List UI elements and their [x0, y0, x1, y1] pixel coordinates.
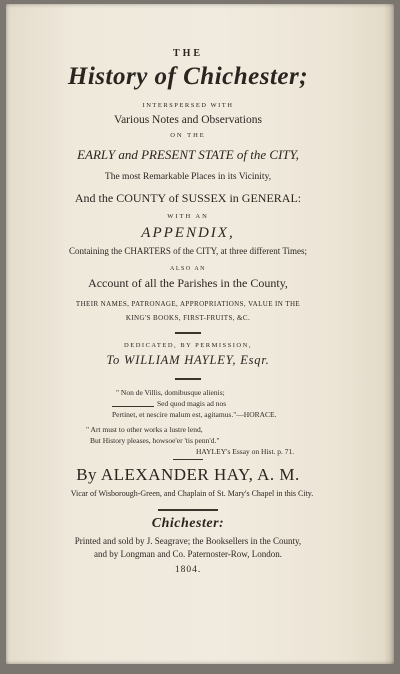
page-edge-shadow: [384, 4, 394, 664]
with-an-label: WITH AN: [167, 213, 209, 220]
rule-2: [175, 378, 201, 380]
quote-1-line-1: " Non de Villis, domibusque alienis;: [116, 388, 225, 397]
dedication-label: DEDICATED, BY PERMISSION,: [124, 342, 252, 349]
notes-line: Various Notes and Observations: [114, 114, 262, 126]
book-title: History of Chichester;: [67, 63, 309, 90]
title-page: [6, 4, 394, 664]
charters-line: Containing the CHARTERS of the CITY, at three different Times;: [68, 246, 308, 256]
dedication-name: To WILLIAM HAYLEY, Esqr.: [106, 353, 270, 367]
quote-2-line-2: But History pleases, howsoe'er 'tis penn'd.": [90, 436, 220, 445]
rule-1: [175, 332, 201, 334]
author-name: By ALEXANDER HAY, A. M.: [76, 465, 300, 484]
state-line: EARLY and PRESENT STATE of the CITY,: [77, 147, 299, 162]
also-an-label: ALSO AN: [169, 266, 206, 272]
quote-1-line-3: Pertinet, et nescire malum est, agitamus."—HORACE.: [112, 410, 277, 419]
vicinity-line: The most Remarkable Places in its Vicinity,: [104, 172, 272, 182]
quote-2-line-1: " Art must to other works a lustre lend,: [86, 425, 203, 434]
the-label: THE: [172, 48, 204, 59]
imprint-line-2: and by Longman and Co. Paternoster-Row, London.: [94, 549, 282, 559]
names-line-2: KING'S BOOKS, FIRST-FRUITS, &C.: [125, 314, 251, 322]
imprint-place: Chichester:: [151, 516, 225, 531]
author-role: Vicar of Wisborough-Green, and Chaplain of St. Mary's Chapel in this City.: [70, 489, 314, 498]
interspersed-label: INTERSPERSED WITH: [142, 102, 234, 109]
rule-3: [173, 459, 203, 460]
imprint-line-1: Printed and sold by J. Seagrave; the Booksellers in the County,: [74, 536, 302, 546]
county-line: And the COUNTY of SUSSEX in GENERAL:: [74, 191, 302, 205]
quote-2-attribution: HAYLEY's Essay on Hist. p. 71.: [196, 447, 295, 456]
account-line: Account of all the Parishes in the County,: [88, 276, 288, 290]
on-the-label: ON THE: [170, 132, 206, 139]
rule-4: [158, 509, 218, 511]
imprint-year: 1804.: [174, 565, 202, 575]
names-line-1: THEIR NAMES, PATRONAGE, APPROPRIATIONS, VALUE IN THE: [75, 300, 301, 308]
quote-dash: [112, 406, 154, 407]
quote-1-line-2: Sed quod magis ad nos: [157, 399, 227, 408]
appendix-heading: APPENDIX,: [141, 225, 235, 241]
